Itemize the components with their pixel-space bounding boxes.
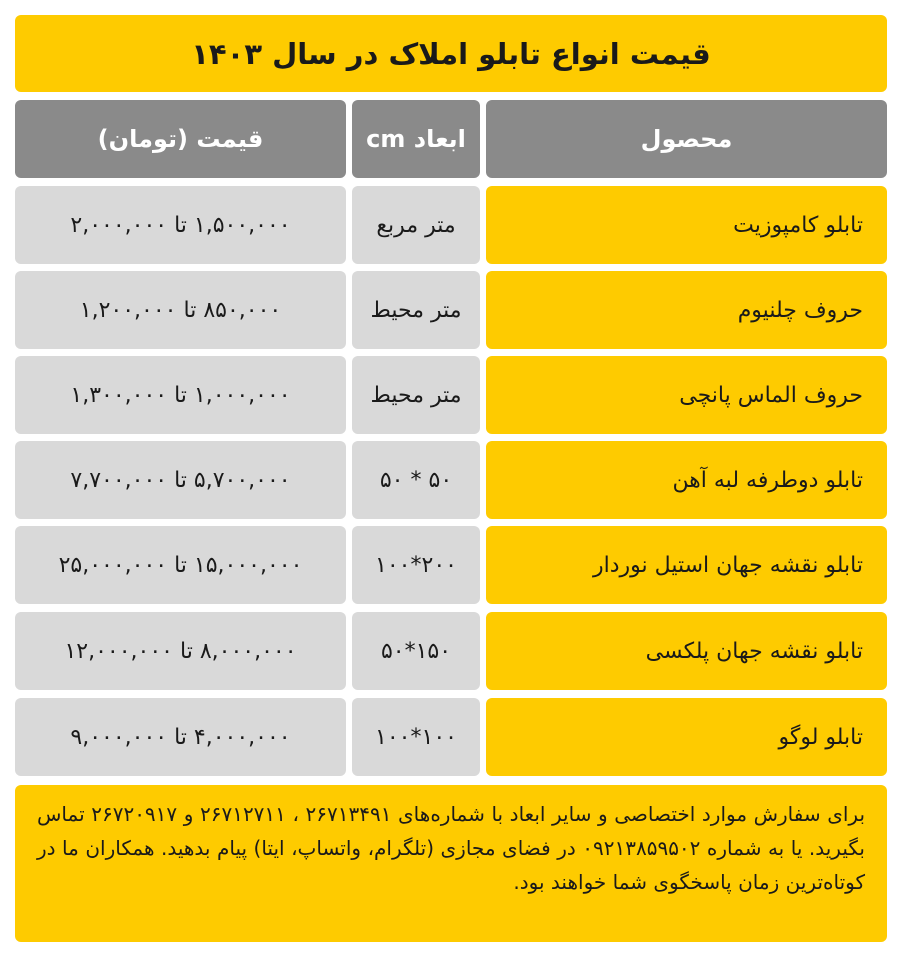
product-cell: تابلو نقشه جهان پلکسی: [486, 612, 887, 690]
page-title: قیمت انواع تابلو املاک در سال ۱۴۰۳: [15, 15, 887, 92]
dimension-cell: ۱۵۰*۵۰: [352, 612, 480, 690]
price-cell: ۱,۵۰۰,۰۰۰ تا ۲,۰۰۰,۰۰۰: [15, 186, 346, 264]
price-cell: ۵,۷۰۰,۰۰۰ تا ۷,۷۰۰,۰۰۰: [15, 441, 346, 519]
price-cell: ۸۵۰,۰۰۰ تا ۱,۲۰۰,۰۰۰: [15, 271, 346, 349]
price-cell: ۴,۰۰۰,۰۰۰ تا ۹,۰۰۰,۰۰۰: [15, 698, 346, 776]
price-cell: ۱۵,۰۰۰,۰۰۰ تا ۲۵,۰۰۰,۰۰۰: [15, 526, 346, 604]
dimension-cell: ۵۰ * ۵۰: [352, 441, 480, 519]
product-cell: حروف چلنیوم: [486, 271, 887, 349]
dimension-cell: متر محیط: [352, 271, 480, 349]
dimension-cell: ۲۰۰*۱۰۰: [352, 526, 480, 604]
header-product: محصول: [486, 100, 887, 178]
contact-note: برای سفارش موارد اختصاصی و سایر ابعاد با شماره‌های ۲۶۷۱۳۴۹۱ ، ۲۶۷۱۲۷۱۱ و ۲۶۷۲۰۹۱۷ تماس بگیرید. یا به شماره ۰۹۲۱۳۸۵۹۵۰۲ در فضای مجازی (تلگرام، واتساپ، ایتا) پیام بدهید. همکاران ما در کوتاه‌ترین زمان پاسخگوی شما خواهند بود.: [15, 785, 887, 942]
product-cell: تابلو کامپوزیت: [486, 186, 887, 264]
dimension-cell: متر مربع: [352, 186, 480, 264]
price-cell: ۸,۰۰۰,۰۰۰ تا ۱۲,۰۰۰,۰۰۰: [15, 612, 346, 690]
product-cell: تابلو دوطرفه لبه آهن: [486, 441, 887, 519]
product-cell: حروف الماس پانچی: [486, 356, 887, 434]
dimension-cell: ۱۰۰*۱۰۰: [352, 698, 480, 776]
product-cell: تابلو نقشه جهان استیل نوردار: [486, 526, 887, 604]
dimension-cell: متر محیط: [352, 356, 480, 434]
header-dimensions: ابعاد cm: [352, 100, 480, 178]
header-price: قیمت (تومان): [15, 100, 346, 178]
product-cell: تابلو لوگو: [486, 698, 887, 776]
price-cell: ۱,۰۰۰,۰۰۰ تا ۱,۳۰۰,۰۰۰: [15, 356, 346, 434]
